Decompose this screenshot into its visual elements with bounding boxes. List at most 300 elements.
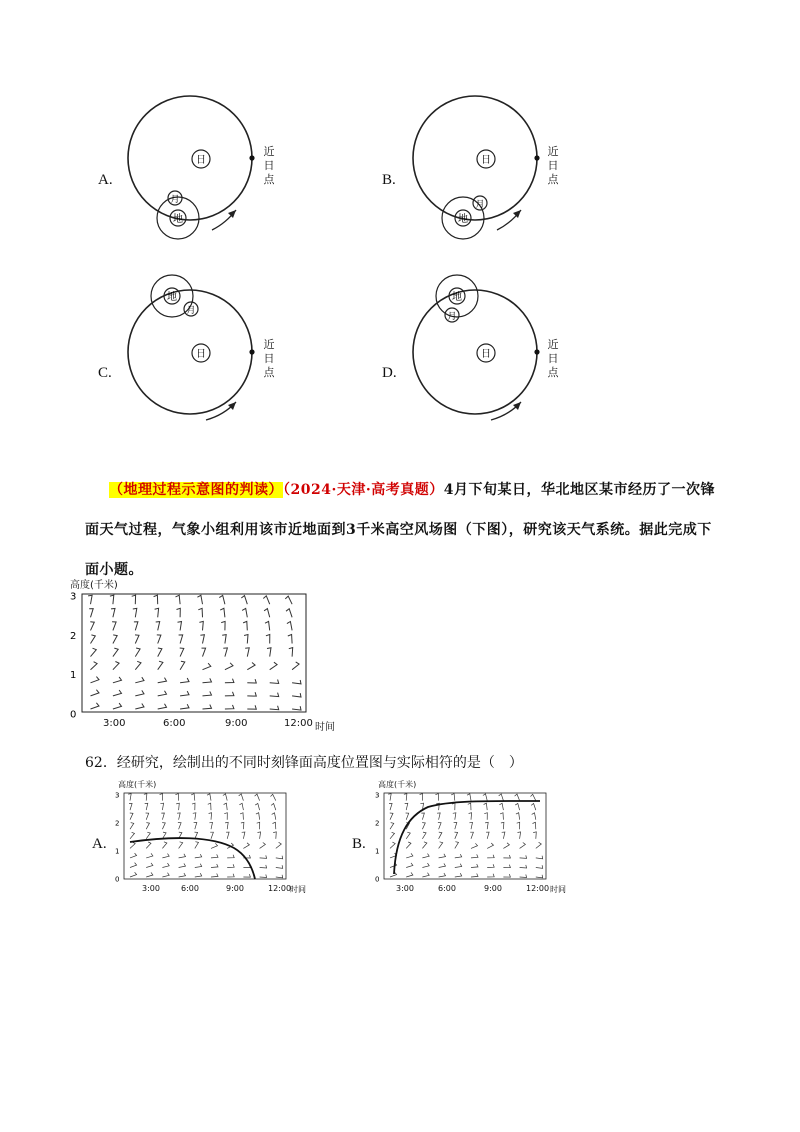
x-tick-2: 9:00 xyxy=(225,718,248,729)
wind-barb xyxy=(260,843,266,849)
wind-barb xyxy=(520,875,527,878)
wind-barb xyxy=(439,832,442,839)
wind-barb xyxy=(161,813,164,820)
wind-barb xyxy=(91,703,100,709)
wind-barb xyxy=(224,813,227,820)
wind-barb xyxy=(518,832,521,839)
wind-barb xyxy=(91,690,100,696)
wind-barb xyxy=(130,842,135,848)
sun-label: 日 xyxy=(196,155,206,166)
wind-barb xyxy=(531,794,536,800)
wind-barb xyxy=(516,813,520,820)
wind-barb xyxy=(536,856,543,859)
wind-barb xyxy=(452,803,455,810)
wind-barb xyxy=(467,794,471,801)
wind-barb xyxy=(468,803,471,810)
wind-barb xyxy=(179,635,183,644)
wind-barbs xyxy=(88,595,301,710)
wind-barb xyxy=(203,663,211,670)
y-tick: 3 xyxy=(375,791,380,800)
wind-barb xyxy=(158,678,167,683)
wind-barb xyxy=(455,832,458,839)
wind-barb xyxy=(180,661,185,670)
wind-barb xyxy=(208,803,211,810)
wind-barb xyxy=(245,648,249,657)
wind-barb xyxy=(223,648,227,657)
wind-barb xyxy=(146,853,153,858)
wind-barb xyxy=(454,823,457,830)
wind-barb xyxy=(160,803,163,810)
answer-b-ylabel: 高度(千米) xyxy=(378,780,417,789)
wind-barb xyxy=(422,863,429,867)
wind-barb xyxy=(191,794,195,801)
wind-barb xyxy=(267,648,271,657)
wind-barb xyxy=(515,794,520,801)
y-tick: 1 xyxy=(375,847,380,856)
wind-barb xyxy=(503,855,510,858)
wind-barb xyxy=(471,864,478,868)
wind-barb xyxy=(487,864,494,867)
wind-barb xyxy=(146,813,149,820)
wind-barb xyxy=(260,875,267,878)
wind-barb xyxy=(471,854,478,858)
wind-barb xyxy=(485,822,488,829)
wind-barb xyxy=(227,864,234,867)
wind-barb xyxy=(451,794,455,801)
wind-barb xyxy=(487,843,493,848)
wind-barb xyxy=(437,813,440,820)
wind-barb xyxy=(406,813,409,820)
wind-barb xyxy=(162,854,169,858)
wind-barb xyxy=(176,803,179,810)
wind-barb xyxy=(195,854,202,858)
answer-a-chart[interactable] xyxy=(112,790,292,885)
perihelion-point xyxy=(534,155,539,160)
wind-barb xyxy=(406,842,411,848)
wind-barb xyxy=(420,794,423,801)
wind-barb xyxy=(209,822,212,829)
wind-barb xyxy=(146,832,150,839)
perihelion-point xyxy=(249,155,254,160)
earth-label: 地 xyxy=(458,214,468,225)
x-tick-3: 12:00 xyxy=(284,718,313,729)
earth-label: 地 xyxy=(173,214,183,225)
wind-barb xyxy=(113,690,122,696)
wind-barb xyxy=(158,691,167,696)
y-tick: 1 xyxy=(115,847,120,856)
wind-barb xyxy=(247,679,256,683)
moon-label: 月 xyxy=(170,195,180,205)
x-tick-0: 3:00 xyxy=(103,718,126,729)
topic-tag: （地理过程示意图的判读） xyxy=(109,482,283,498)
wind-barb xyxy=(180,691,189,696)
wind-barb xyxy=(484,813,487,820)
x-tick-1: 6:00 xyxy=(163,718,186,729)
main-chart-ylabel: 高度(千米) xyxy=(70,580,118,591)
wind-barb xyxy=(146,872,153,877)
wind-barb xyxy=(255,803,259,810)
wind-barb xyxy=(219,595,225,604)
wind-barb xyxy=(132,595,136,604)
sun-label: 日 xyxy=(481,349,491,360)
a-x-tick-3: 12:00 xyxy=(268,884,292,893)
wind-barb xyxy=(200,635,204,644)
wind-barb xyxy=(110,595,114,604)
y-tick: 0 xyxy=(70,709,77,721)
front-line-a xyxy=(130,838,255,879)
wind-barb xyxy=(227,874,234,877)
a-xlabel: 时间 xyxy=(290,885,306,894)
wind-barb xyxy=(247,692,256,696)
wind-barb xyxy=(158,648,162,657)
wind-barb xyxy=(247,705,256,709)
wind-barb xyxy=(256,813,260,820)
wind-barb xyxy=(180,704,189,709)
wind-barb xyxy=(241,596,247,605)
a-x-tick-1: 6:00 xyxy=(181,884,199,893)
wind-barb xyxy=(533,832,536,839)
wind-barb xyxy=(133,608,137,617)
wind-barb xyxy=(292,680,301,684)
question-62: 62．经研究，绘制出的不同时刻锋面高度位置图与实际相符的是（ ） xyxy=(85,755,523,771)
wind-barb xyxy=(243,874,250,877)
wind-barb xyxy=(390,832,395,839)
wind-barb xyxy=(515,803,519,810)
wind-barb xyxy=(195,864,202,868)
wind-barb xyxy=(244,635,248,644)
wind-barb xyxy=(178,823,181,830)
wind-barb xyxy=(180,678,189,683)
wind-barb xyxy=(192,803,195,810)
wind-barb xyxy=(197,595,202,604)
front-line-b xyxy=(394,801,540,874)
perihelion-point xyxy=(249,349,254,354)
wind-barb xyxy=(128,794,131,801)
a-x-tick-2: 9:00 xyxy=(226,884,244,893)
wind-barb xyxy=(503,865,510,868)
moon-label: 月 xyxy=(186,306,196,316)
wind-barb xyxy=(209,813,212,820)
wind-barb xyxy=(210,832,213,839)
wind-barb xyxy=(517,822,520,829)
wind-barb xyxy=(221,621,225,630)
wind-barb xyxy=(265,621,270,630)
sun-label: 日 xyxy=(196,349,206,360)
wind-barb xyxy=(422,842,427,849)
wind-barb xyxy=(404,794,407,801)
wind-barb xyxy=(270,706,279,710)
wind-barb xyxy=(177,608,181,617)
wind-barb xyxy=(222,635,226,644)
wind-barb xyxy=(134,622,138,631)
wind-barb xyxy=(179,873,186,877)
wind-barb xyxy=(273,822,276,829)
wind-barb xyxy=(455,842,459,849)
wind-barb xyxy=(271,794,276,800)
a-x-tick-0: 3:00 xyxy=(142,884,160,893)
wind-barb xyxy=(146,863,153,868)
wind-barb xyxy=(211,864,218,868)
wind-barb xyxy=(285,596,292,604)
wind-barb xyxy=(390,823,394,830)
wind-barb xyxy=(211,874,218,878)
b-x-tick-3: 12:00 xyxy=(526,884,550,893)
wind-barb xyxy=(276,856,283,859)
wind-barb xyxy=(276,842,282,848)
wind-barb xyxy=(178,622,182,631)
wind-barb xyxy=(266,635,270,644)
answer-a-letter[interactable]: A. xyxy=(92,836,107,852)
wind-barb xyxy=(469,813,472,820)
wind-barb xyxy=(203,691,212,696)
wind-barb xyxy=(202,648,206,657)
wind-barb xyxy=(286,609,292,618)
wind-barb xyxy=(227,855,234,858)
wind-barb xyxy=(276,865,283,868)
wind-barb xyxy=(520,843,526,849)
wind-barb xyxy=(177,813,180,820)
wind-barb xyxy=(439,842,443,849)
wind-barb xyxy=(260,855,267,858)
option-c-letter: C. xyxy=(98,365,112,381)
answer-b-letter[interactable]: B. xyxy=(352,836,366,852)
moon-label: 月 xyxy=(475,200,485,210)
b-x-tick-2: 9:00 xyxy=(484,884,502,893)
wind-barb xyxy=(536,865,543,868)
y-tick: 1 xyxy=(70,670,77,682)
wind-barb xyxy=(89,609,93,618)
wind-barb xyxy=(487,874,494,877)
wind-barb xyxy=(270,662,277,670)
wind-barb xyxy=(203,678,212,683)
wind-barb xyxy=(287,622,292,631)
wind-barb xyxy=(135,661,141,669)
y-tick: 3 xyxy=(70,591,77,603)
wind-barb xyxy=(156,622,160,631)
wind-barb xyxy=(536,842,542,848)
wind-barb xyxy=(130,823,134,830)
wind-barb xyxy=(211,843,218,848)
wind-barb xyxy=(180,648,184,657)
wind-barb xyxy=(146,823,149,830)
wind-barb xyxy=(258,832,261,839)
wind-barb xyxy=(255,794,260,801)
wind-barb xyxy=(503,874,510,877)
wind-barb xyxy=(226,832,229,839)
wind-barb xyxy=(292,662,299,670)
wind-barb xyxy=(455,873,462,877)
wind-barb xyxy=(175,794,178,801)
wind-barb xyxy=(135,648,140,657)
wind-barb xyxy=(242,608,247,617)
wind-barb xyxy=(195,842,199,849)
wind-barb xyxy=(422,832,426,839)
wind-barb xyxy=(158,661,163,670)
wind-barb xyxy=(388,794,391,801)
wind-barb xyxy=(288,635,292,644)
wind-barb xyxy=(453,813,456,820)
wind-barb xyxy=(471,874,478,878)
wind-barb xyxy=(113,662,119,670)
wind-barb xyxy=(422,854,429,858)
wind-barb xyxy=(129,804,132,811)
wind-barb xyxy=(484,803,488,810)
wind-barb xyxy=(520,865,527,868)
wind-barb xyxy=(176,595,181,604)
wind-barb xyxy=(247,663,255,670)
wind-barb xyxy=(162,863,169,867)
wind-barb xyxy=(471,843,478,848)
wind-barb xyxy=(499,794,504,801)
wind-barb xyxy=(225,692,234,696)
wind-barb xyxy=(158,704,167,709)
wind-barb xyxy=(130,872,137,877)
wind-barb xyxy=(241,822,244,829)
wind-barb xyxy=(455,864,462,868)
wind-barb xyxy=(486,832,489,839)
wind-barb xyxy=(225,663,233,670)
wind-barb xyxy=(160,794,163,801)
wind-barb xyxy=(162,823,165,830)
wind-barb xyxy=(439,863,446,867)
wind-barb xyxy=(145,803,148,810)
wind-barb xyxy=(439,873,446,877)
wind-barb xyxy=(154,595,158,604)
wind-barb xyxy=(112,622,116,631)
wind-barb xyxy=(111,609,115,618)
wind-barb xyxy=(406,832,410,839)
wind-barb xyxy=(389,804,392,811)
wind-barb xyxy=(130,813,133,820)
wind-barb xyxy=(455,854,462,858)
wind-barb xyxy=(223,794,227,801)
wind-barb xyxy=(135,704,144,710)
wind-barb xyxy=(276,875,283,878)
wind-barb xyxy=(264,609,270,618)
wind-barb xyxy=(113,677,122,683)
wind-barb xyxy=(532,813,536,820)
wind-barb xyxy=(422,873,429,877)
wind-barb xyxy=(162,873,169,877)
wind-barb xyxy=(155,608,159,617)
wind-barb xyxy=(499,803,503,810)
wind-barb xyxy=(240,813,243,820)
wind-barb xyxy=(203,705,212,709)
perihelion-label-b: 近日点 xyxy=(547,145,559,186)
wind-barb xyxy=(260,865,267,868)
wind-field-chart xyxy=(66,590,346,735)
answer-a-ylabel: 高度(千米) xyxy=(118,780,157,789)
wind-barb xyxy=(421,813,424,820)
wind-barb xyxy=(435,794,438,801)
wind-barb xyxy=(135,690,144,696)
perihelion-label-d: 近日点 xyxy=(547,338,559,379)
wind-barb xyxy=(501,822,504,829)
wind-barb xyxy=(390,813,393,820)
wind-barb xyxy=(292,706,301,710)
wind-barb xyxy=(406,872,413,877)
wind-barb xyxy=(239,803,243,810)
wind-barb xyxy=(272,813,276,820)
wind-barb xyxy=(199,621,203,630)
y-tick: 0 xyxy=(115,875,120,884)
wind-barb xyxy=(179,863,186,867)
wind-barb xyxy=(271,804,276,811)
wind-barb xyxy=(157,635,161,644)
wind-barb xyxy=(220,608,225,617)
wind-barb xyxy=(225,705,234,709)
wind-barb xyxy=(224,803,228,810)
y-tick: 2 xyxy=(70,630,77,642)
wind-barb xyxy=(113,648,118,657)
wind-barb xyxy=(270,693,279,697)
wind-barb xyxy=(405,803,408,810)
wind-barb xyxy=(193,813,196,820)
wind-barb xyxy=(406,863,413,868)
wind-barb xyxy=(211,854,218,858)
wind-barb xyxy=(198,608,202,617)
perihelion-label-a: 近日点 xyxy=(263,145,275,186)
wind-barb xyxy=(257,822,260,829)
option-b-letter: B. xyxy=(382,172,396,188)
wind-barb xyxy=(406,853,413,858)
wind-barb xyxy=(179,842,183,849)
wind-barb xyxy=(273,832,276,839)
option-a-letter: A. xyxy=(98,172,113,188)
wind-barb xyxy=(487,855,494,858)
wind-barb xyxy=(500,813,503,820)
wind-barb xyxy=(179,854,186,858)
source-tag: （2024·天津·高考真题） xyxy=(283,482,444,498)
wind-barb xyxy=(243,843,249,849)
wind-barb xyxy=(439,854,446,858)
intro-text: 4月下旬某日，华北地区某市经历了一次锋面天气过程，气象小组利用该市近地面到3千米高空风场图（下图），研究该天气系统。据此完成下面小题。 xyxy=(85,482,715,578)
wind-barb xyxy=(270,680,279,684)
wind-barb xyxy=(242,832,245,839)
wind-barb xyxy=(533,822,536,829)
earth-label: 地 xyxy=(167,292,177,303)
wind-barb xyxy=(243,621,247,630)
wind-barb xyxy=(91,677,100,683)
perihelion-label-c: 近日点 xyxy=(263,338,275,379)
answer-b-chart[interactable] xyxy=(372,790,552,885)
wind-barb xyxy=(91,635,96,644)
wind-barb xyxy=(292,693,301,697)
main-chart-xlabel: 时间 xyxy=(315,722,335,733)
sun-label: 日 xyxy=(481,155,491,166)
wind-barb xyxy=(469,822,472,829)
wind-barb xyxy=(470,832,473,839)
wind-barb xyxy=(207,794,211,801)
wind-barb xyxy=(130,863,137,868)
wind-barb xyxy=(520,855,527,858)
wind-barb xyxy=(90,622,94,631)
b-x-tick-0: 3:00 xyxy=(396,884,414,893)
wind-barb xyxy=(225,679,234,683)
wind-barb xyxy=(263,596,269,604)
wind-barb xyxy=(135,635,139,644)
wind-barb xyxy=(91,648,97,656)
wind-barb xyxy=(502,832,505,839)
wind-barb xyxy=(130,853,137,858)
wind-barb xyxy=(113,635,117,644)
wind-barb xyxy=(483,794,487,801)
wind-barb xyxy=(390,842,395,848)
b-xlabel: 时间 xyxy=(550,885,566,894)
wind-barb xyxy=(162,842,167,849)
wind-barb xyxy=(113,703,122,709)
wind-barb xyxy=(239,794,244,801)
